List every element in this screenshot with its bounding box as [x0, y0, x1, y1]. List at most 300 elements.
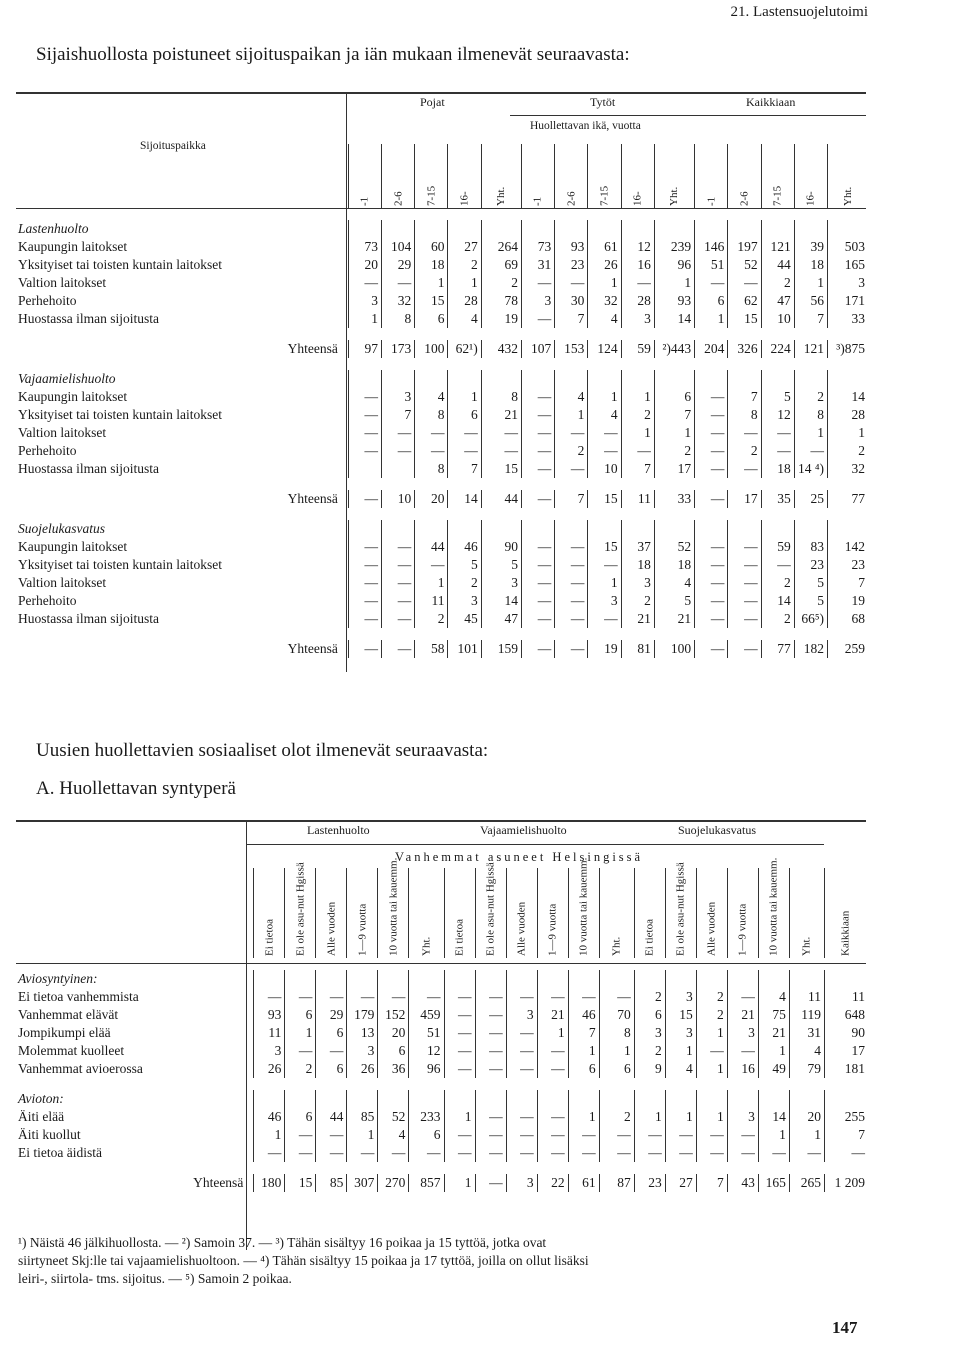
- table2-cell: —: [696, 1042, 727, 1060]
- table2-total-cell: 3: [506, 1174, 537, 1192]
- table1-row-label: Perhehoito: [18, 593, 77, 608]
- table1-cell: 8: [728, 406, 761, 424]
- table1-cell: 2: [794, 388, 827, 406]
- table1-total-cell: 77: [761, 640, 794, 658]
- table1-cell: 44: [415, 538, 448, 556]
- table1-cell: 32: [588, 292, 621, 310]
- table1-age-header: 16-: [794, 144, 827, 208]
- table1-cell: 47: [481, 610, 521, 628]
- table1-total-cell: 20: [415, 490, 448, 508]
- table1-row-label: Yksityiset tai toisten kuntain laitokset: [18, 407, 222, 422]
- table2-cell: —: [727, 1144, 758, 1162]
- table2-cell: —: [696, 1144, 727, 1162]
- table1-cell: 14: [828, 388, 868, 406]
- table1-row: [16, 406, 868, 424]
- table1-label-head: [16, 144, 348, 208]
- table1-cell: —: [728, 610, 761, 628]
- table2-cell: 13: [347, 1024, 378, 1042]
- table1-cell: —: [415, 556, 448, 574]
- table1-cell: —: [695, 388, 728, 406]
- table2-cell: —: [537, 988, 568, 1006]
- table1-cell: 5: [794, 592, 827, 610]
- table1-total-cell: 10: [382, 490, 415, 508]
- table2-cell: 17: [824, 1042, 868, 1060]
- table1-cell: [348, 460, 381, 478]
- table1-cell: 3: [828, 274, 868, 292]
- table2-cell: —: [254, 988, 285, 1006]
- table2-cell: —: [475, 988, 506, 1006]
- table2-cell: —: [727, 1126, 758, 1144]
- table1-cell: 14: [481, 592, 521, 610]
- table1-total-cell: 124: [588, 340, 621, 358]
- table1-cell: 12: [761, 406, 794, 424]
- table1-row: [16, 424, 868, 442]
- table1-row-label: Valtion laitokset: [18, 425, 107, 440]
- table1-cell: —: [521, 538, 554, 556]
- table2-cell: —: [475, 1126, 506, 1144]
- table1-row-label: Perhehoito: [18, 443, 77, 458]
- table2-cell: 1: [254, 1126, 285, 1144]
- table2-total-cell: 265: [789, 1174, 824, 1192]
- table1-age-header: -1: [695, 144, 728, 208]
- table1-cell: 28: [621, 292, 654, 310]
- table2-cell: 20: [378, 1024, 409, 1042]
- table1-cell: 239: [654, 238, 694, 256]
- table1-row-label: Valtion laitokset: [18, 275, 107, 290]
- table1-cell: —: [481, 424, 521, 442]
- table1-total-cell: 35: [761, 490, 794, 508]
- table1-cell: 32: [382, 292, 415, 310]
- table1-cell: —: [555, 274, 588, 292]
- table1-row-label: Valtion laitokset: [18, 575, 107, 590]
- table2-group-suojelukasvatus: Suojelukasvatus: [678, 823, 756, 837]
- table1-cell: —: [521, 274, 554, 292]
- table1-row: [16, 292, 868, 310]
- table1-cell: 18: [654, 556, 694, 574]
- table1-cell: 52: [654, 538, 694, 556]
- table1-cell: —: [521, 406, 554, 424]
- table1-group-kaikkiaan: Kaikkiaan: [746, 95, 796, 109]
- table2-cell: —: [599, 1126, 634, 1144]
- table2-row-label: Äiti kuollut: [18, 1127, 81, 1142]
- table2-cell: 93: [254, 1006, 285, 1024]
- table1-row-label: Perhehoito: [18, 293, 77, 308]
- table1-cell: 11: [415, 592, 448, 610]
- table1-cell: 78: [481, 292, 521, 310]
- table1-total-cell: —: [521, 640, 554, 658]
- table2-cell: 3: [665, 1024, 696, 1042]
- table1-cell: 28: [448, 292, 481, 310]
- table1-cell: 121: [761, 238, 794, 256]
- table2-cell: —: [506, 1126, 537, 1144]
- table2-cell: —: [568, 1126, 599, 1144]
- table2-cell: 6: [634, 1006, 665, 1024]
- table1-total-cell: 326: [728, 340, 761, 358]
- table2-sub-header: 10 vuotta tai kauemm.: [758, 868, 789, 958]
- table2-cell: —: [824, 1144, 868, 1162]
- table1-cell: 1: [695, 310, 728, 328]
- table1-age-header: Yht.: [828, 144, 868, 208]
- table1-cell: 47: [761, 292, 794, 310]
- table1-row: [16, 238, 868, 256]
- table1-cell: —: [621, 442, 654, 460]
- table1-age-header: 2-6: [728, 144, 761, 208]
- table2-total-cell: 87: [599, 1174, 634, 1192]
- table1-cell: 16: [621, 256, 654, 274]
- table2-cell: —: [285, 1126, 316, 1144]
- table1-row-label: Kaupungin laitokset: [18, 239, 128, 254]
- table1-cell: 21: [481, 406, 521, 424]
- table2-row: [16, 1042, 868, 1060]
- table1-row: [16, 460, 868, 478]
- table2-cell: —: [285, 988, 316, 1006]
- table1-cell: 2: [448, 256, 481, 274]
- table2-sub-header: Alle vuoden: [696, 868, 727, 958]
- section2-heading: Uusien huollettavien sosiaaliset olot ilmenevät seuraavasta:: [36, 740, 489, 761]
- table2-cell: 648: [824, 1006, 868, 1024]
- table2-cell: 26: [254, 1060, 285, 1078]
- table1-total-cell: 432: [481, 340, 521, 358]
- table1-age-header: Yht.: [654, 144, 694, 208]
- table1-cell: 4: [415, 388, 448, 406]
- table1-cell: 1: [621, 424, 654, 442]
- table2-cell: 49: [758, 1060, 789, 1078]
- table1-cell: —: [348, 274, 381, 292]
- table2-total-cell: 85: [316, 1174, 347, 1192]
- table1-cell: 7: [448, 460, 481, 478]
- table1-cell: 45: [448, 610, 481, 628]
- table1-cell: —: [728, 592, 761, 610]
- table1-group-name: Vajaamielishuolto: [18, 371, 116, 386]
- table2-cell: 459: [409, 1006, 444, 1024]
- table2-row-label: Vanhemmat avioerossa: [18, 1061, 143, 1076]
- table2-cell: 3: [506, 1006, 537, 1024]
- table1-cell: 62: [728, 292, 761, 310]
- table1-cell: 18: [761, 460, 794, 478]
- table2-cell: —: [347, 1144, 378, 1162]
- table2-cell: —: [316, 988, 347, 1006]
- table1-cell: 30: [555, 292, 588, 310]
- table1-cell: 197: [728, 238, 761, 256]
- table1-top-rule: [16, 92, 866, 94]
- table2-cell: 1: [537, 1024, 568, 1042]
- table2-top-rule: [16, 820, 866, 822]
- table1-cell: 6: [654, 388, 694, 406]
- table2-sub-header: Ei tietoa: [254, 868, 285, 958]
- table2-cell: —: [506, 1108, 537, 1126]
- table2-cell: —: [568, 988, 599, 1006]
- table2-cell: —: [347, 988, 378, 1006]
- table1-total-row: [16, 490, 868, 508]
- table2-total-cell: 61: [568, 1174, 599, 1192]
- table1-cell: —: [521, 610, 554, 628]
- table1-cell: 23: [828, 556, 868, 574]
- table1-cell: —: [382, 442, 415, 460]
- table1-total-cell: 14: [448, 490, 481, 508]
- table2-cell: —: [475, 1042, 506, 1060]
- table1-cell: 32: [828, 460, 868, 478]
- table2-total-cell: 180: [254, 1174, 285, 1192]
- table1-cell: 14: [761, 592, 794, 610]
- table2-cell: —: [444, 1024, 475, 1042]
- table1-cell: 1: [448, 388, 481, 406]
- table1-row: [16, 610, 868, 628]
- table1-row-label: Kaupungin laitokset: [18, 539, 128, 554]
- table1-cell: 18: [794, 256, 827, 274]
- table1-cell: 3: [588, 592, 621, 610]
- table1-cell: —: [695, 592, 728, 610]
- table1-cell: 2: [761, 274, 794, 292]
- table2-cell: 4: [378, 1126, 409, 1144]
- table2-cell: 46: [568, 1006, 599, 1024]
- table1-total-cell: 100: [415, 340, 448, 358]
- footnote-2: siirtyneet Skj:lle tai vajaamielishuoltoon. — ⁴) Tähän sisältyy 15 poikaa ja 17 tyttöä, joilla on ollut lisäksi: [18, 1253, 589, 1268]
- table2-cell: 9: [634, 1060, 665, 1078]
- table1-cell: 7: [654, 406, 694, 424]
- table1-cell: 20: [348, 256, 381, 274]
- table1-cell: 6: [415, 310, 448, 328]
- table2-cell: —: [568, 1144, 599, 1162]
- table1-total-cell: 62¹): [448, 340, 481, 358]
- table2-label-head: [16, 868, 254, 958]
- table1-row: [16, 256, 868, 274]
- table1-cell: —: [761, 556, 794, 574]
- table1-cell: 5: [654, 592, 694, 610]
- table1-cell: 10: [588, 460, 621, 478]
- table2-cell: —: [665, 1144, 696, 1162]
- table1-cell: —: [621, 274, 654, 292]
- table1-total-cell: 259: [828, 640, 868, 658]
- table1-age-header: 16-: [621, 144, 654, 208]
- table2-cell: —: [758, 1144, 789, 1162]
- table2-cell: 1: [665, 1108, 696, 1126]
- table1-total-cell: 81: [621, 640, 654, 658]
- table2-cell: 51: [409, 1024, 444, 1042]
- table1-cell: —: [348, 538, 381, 556]
- table1-cell: —: [521, 460, 554, 478]
- table2-row: [16, 1126, 868, 1144]
- table2-cell: 21: [537, 1006, 568, 1024]
- table1-cell: —: [415, 442, 448, 460]
- table2-cell: —: [285, 1042, 316, 1060]
- table1-group-pojat: Pojat: [420, 95, 445, 109]
- table2-cell: 1: [347, 1126, 378, 1144]
- table1-cell: 29: [382, 256, 415, 274]
- table1-cell: —: [481, 442, 521, 460]
- table2-total-cell: 23: [634, 1174, 665, 1192]
- table1-cell: 93: [555, 238, 588, 256]
- table1-total-row: [16, 340, 868, 358]
- table1-cell: 2: [761, 610, 794, 628]
- section2-subheading: A. Huollettavan syntyperä: [36, 778, 236, 799]
- table2-cell: 16: [727, 1060, 758, 1078]
- table2-sub-header: Yht.: [409, 868, 444, 958]
- table2-cell: —: [506, 1024, 537, 1042]
- table2-cell: —: [316, 1144, 347, 1162]
- table1-cell: —: [695, 538, 728, 556]
- table2-total-label: Yhteensä: [193, 1175, 244, 1190]
- table1-total-label: Yhteensä: [287, 491, 338, 506]
- table2-cell: 1: [696, 1108, 727, 1126]
- table1-cell: 4: [654, 574, 694, 592]
- table1-total-cell: 7: [555, 490, 588, 508]
- table1-row-label: Huostassa ilman sijoitusta: [18, 311, 159, 326]
- table1-cell: 27: [448, 238, 481, 256]
- table1-cell: 8: [481, 388, 521, 406]
- table2-cell: 4: [758, 988, 789, 1006]
- table1-cell: 14: [654, 310, 694, 328]
- table2-cell: —: [409, 1144, 444, 1162]
- table1-cell: —: [521, 442, 554, 460]
- table2-cell: 44: [316, 1108, 347, 1126]
- table1-cell: 83: [794, 538, 827, 556]
- table1-total-label: Yhteensä: [287, 341, 338, 356]
- table1-cell: 1: [588, 274, 621, 292]
- table1-cell: —: [555, 592, 588, 610]
- table2-cell: —: [506, 1144, 537, 1162]
- table1-cell: 19: [481, 310, 521, 328]
- table2-cell: 46: [254, 1108, 285, 1126]
- table2-cell: 6: [599, 1060, 634, 1078]
- table2-cell: —: [634, 1126, 665, 1144]
- table2-cell: 6: [285, 1006, 316, 1024]
- table1-cell: 1: [828, 424, 868, 442]
- table2-sub-header: 10 vuotta tai kauemm.: [568, 868, 599, 958]
- table1-cell: 2: [654, 442, 694, 460]
- table1-total-cell: 204: [695, 340, 728, 358]
- table2-cell: 1: [568, 1108, 599, 1126]
- table2-cell: —: [285, 1144, 316, 1162]
- table2-subheader-rule: [246, 844, 824, 845]
- table2-cell: —: [789, 1144, 824, 1162]
- table2-cell: 90: [824, 1024, 868, 1042]
- table2-row: [16, 1144, 868, 1162]
- table1-cell: 31: [521, 256, 554, 274]
- table1-cell: 2: [448, 574, 481, 592]
- table2-cell: 96: [409, 1060, 444, 1078]
- table1-cell: 15: [481, 460, 521, 478]
- table1-cell: 3: [448, 592, 481, 610]
- table1-cell: —: [348, 442, 381, 460]
- table1-cell: 96: [654, 256, 694, 274]
- table2-cell: 6: [316, 1060, 347, 1078]
- table1-cell: —: [382, 592, 415, 610]
- table1-cell: 59: [761, 538, 794, 556]
- table1-cell: 1: [348, 310, 381, 328]
- table1-row-label: Huostassa ilman sijoitusta: [18, 611, 159, 626]
- table2-cell: 70: [599, 1006, 634, 1024]
- table1-cell: —: [555, 574, 588, 592]
- table2-cell: 26: [347, 1060, 378, 1078]
- table1-age-header: -1: [521, 144, 554, 208]
- table1-cell: —: [448, 442, 481, 460]
- table2-row-label: Jompikumpi elää: [18, 1025, 111, 1040]
- table2-cell: 1: [665, 1042, 696, 1060]
- table1-cell: —: [382, 574, 415, 592]
- table1-cell: —: [382, 610, 415, 628]
- table1-cell: 15: [728, 310, 761, 328]
- table1-cell: —: [695, 610, 728, 628]
- table2-cell: 85: [347, 1108, 378, 1126]
- table2-cell: —: [506, 1042, 537, 1060]
- table1-cell: 90: [481, 538, 521, 556]
- table1-cell: 1: [448, 274, 481, 292]
- table2-cell: 7: [568, 1024, 599, 1042]
- table1-total-cell: 173: [382, 340, 415, 358]
- section1-heading: Sijaishuollosta poistuneet sijoituspaikan ja iän mukaan ilmenevät seuraavasta:: [36, 44, 630, 65]
- table1-cell: —: [695, 574, 728, 592]
- table1-cell: —: [728, 574, 761, 592]
- table2-cell: 181: [824, 1060, 868, 1078]
- table2-cell: —: [537, 1126, 568, 1144]
- table1-cell: —: [348, 574, 381, 592]
- table1-cell: —: [382, 274, 415, 292]
- table1-cell: —: [728, 460, 761, 478]
- table2-cell: —: [409, 988, 444, 1006]
- table1-total-cell: ³)875: [828, 340, 868, 358]
- table1-cell: 3: [621, 574, 654, 592]
- table1-age-header: 16-: [448, 144, 481, 208]
- table1-cell: —: [695, 460, 728, 478]
- table2-cell: —: [475, 1144, 506, 1162]
- table1-cell: 7: [382, 406, 415, 424]
- table1-cell: —: [728, 538, 761, 556]
- table1-cell: 15: [415, 292, 448, 310]
- table1-cell: 503: [828, 238, 868, 256]
- table1-cell: 1: [621, 388, 654, 406]
- table2-total-cell: 857: [409, 1174, 444, 1192]
- table1-cell: 33: [828, 310, 868, 328]
- table2-cell: 1: [444, 1108, 475, 1126]
- table2-cell: 3: [634, 1024, 665, 1042]
- table1-cell: —: [382, 424, 415, 442]
- table1-subheader-rule: [510, 115, 866, 116]
- table1-cell: 3: [382, 388, 415, 406]
- table1-cell: 69: [481, 256, 521, 274]
- page-number: 147: [832, 1318, 858, 1337]
- table1-cell: 44: [761, 256, 794, 274]
- table2-cell: 14: [758, 1108, 789, 1126]
- table1-cell: 28: [828, 406, 868, 424]
- table1-cell: —: [521, 424, 554, 442]
- table1-cell: 6: [695, 292, 728, 310]
- table1-cell: 14 ⁴): [794, 460, 827, 478]
- table1-cell: —: [555, 538, 588, 556]
- table1-total-cell: 182: [794, 640, 827, 658]
- table2-total-cell: 22: [537, 1174, 568, 1192]
- table2-sub-header: Ei ole asu-nut Hgissä: [285, 868, 316, 958]
- table2-cell: 6: [568, 1060, 599, 1078]
- table2-total-header: Kaikkiaan: [824, 868, 868, 958]
- table1-cell: —: [695, 556, 728, 574]
- table1-cell: 3: [481, 574, 521, 592]
- table1-cell: 7: [621, 460, 654, 478]
- table2-cell: 2: [696, 988, 727, 1006]
- table1-cell: 2: [415, 610, 448, 628]
- table2-cell: —: [599, 1144, 634, 1162]
- table1-cell: 4: [555, 388, 588, 406]
- table1-group-name: Lastenhuolto: [18, 221, 89, 236]
- table1-cell: 4: [588, 406, 621, 424]
- table1-cell: —: [695, 274, 728, 292]
- table1-total-cell: —: [348, 640, 381, 658]
- table1-cell: 60: [415, 238, 448, 256]
- table2-sub-header: Ei ole asu-nut Hgissä: [475, 868, 506, 958]
- table1-cell: 73: [521, 238, 554, 256]
- table2-cell: 21: [758, 1024, 789, 1042]
- table1-cell: —: [521, 592, 554, 610]
- table1-cell: 5: [794, 574, 827, 592]
